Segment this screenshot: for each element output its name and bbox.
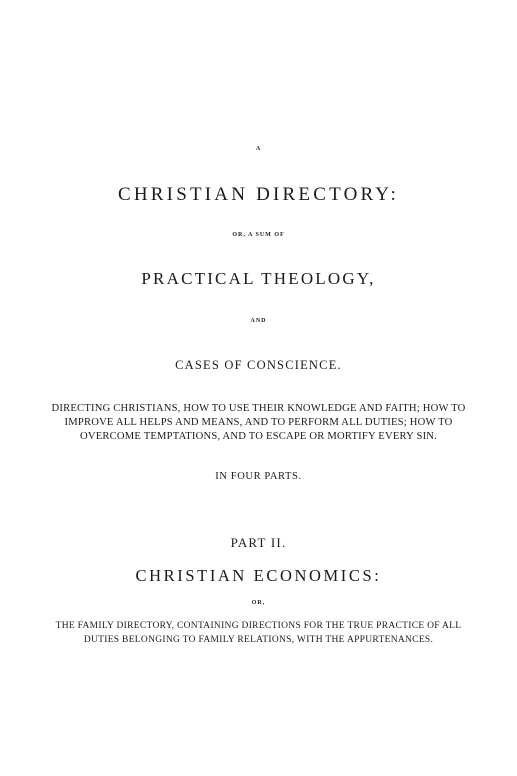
or-sum-of: OR, A SUM OF [232, 232, 285, 238]
description-block [0, 402, 517, 444]
part-description-line: THE FAMILY DIRECTORY, CONTAINING DIRECTIONS FOR THE TRUE PRACTICE OF ALL [55, 621, 462, 631]
subtitle-cases-of-conscience: CASES OF CONSCIENCE. [175, 358, 342, 372]
part-description-line: DUTIES BELONGING TO FAMILY RELATIONS, WITH THE APPURTENANCES. [83, 635, 434, 645]
part-description-block [0, 619, 517, 647]
and-connector: AND [250, 318, 267, 324]
part-title: CHRISTIAN ECONOMICS: [135, 566, 382, 585]
description-line: DIRECTING CHRISTIANS, HOW TO USE THEIR KNOWLEDGE AND FAITH; HOW TO [51, 403, 466, 414]
or-connector: OR, [251, 600, 266, 606]
description-line: OVERCOME TEMPTATIONS, AND TO ESCAPE OR MORTIFY EVERY SIN. [80, 431, 437, 442]
subtitle-practical-theology: PRACTICAL THEOLOGY, [141, 269, 376, 288]
main-title: CHRISTIAN DIRECTORY: [118, 184, 399, 205]
article-a: A [255, 146, 262, 152]
description-line: IMPROVE ALL HELPS AND MEANS, AND TO PERFORM ALL DUTIES; HOW TO [64, 417, 453, 428]
part-label: PART II. [230, 535, 287, 550]
in-four-parts: IN FOUR PARTS. [215, 471, 302, 482]
